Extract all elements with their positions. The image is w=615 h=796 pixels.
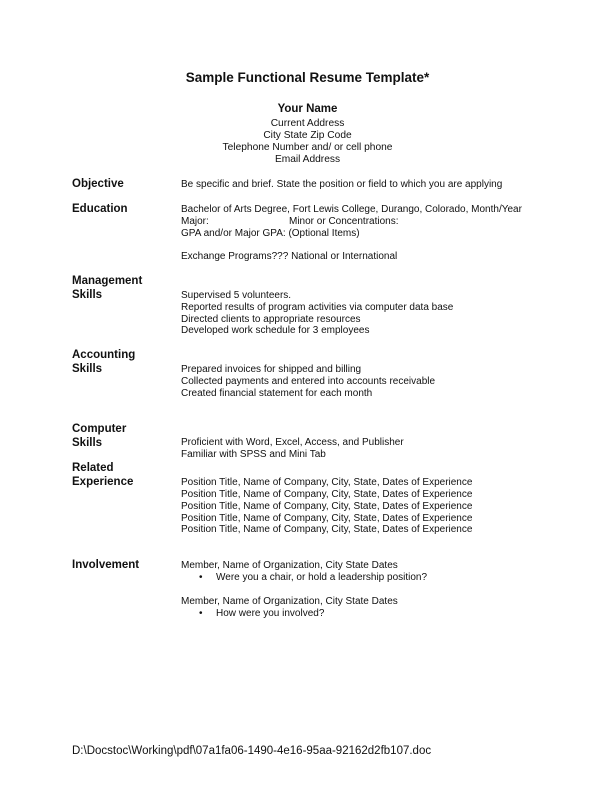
computer-heading: Computer <box>72 423 127 435</box>
experience-item: Position Title, Name of Company, City, State, Dates of Experience <box>181 489 473 500</box>
education-exchange: Exchange Programs??? National or International <box>181 251 398 262</box>
header-city: City State Zip Code <box>263 130 352 141</box>
management-heading-skills: Skills <box>72 289 103 301</box>
header-email: Email Address <box>274 154 341 165</box>
management-heading: Management <box>72 275 143 287</box>
education-major: Major: <box>181 216 209 227</box>
experience-item: Position Title, Name of Company, City, State, Dates of Experience <box>181 477 473 488</box>
objective-heading: Objective <box>72 178 124 190</box>
header-name: Your Name <box>277 103 338 115</box>
accounting-item: Prepared invoices for shipped and billing <box>181 364 362 375</box>
bullet-dot-icon: • <box>199 608 203 619</box>
involvement-bullet-text: How were you involved? <box>216 608 325 619</box>
experience-heading-experience: Experience <box>72 476 134 488</box>
management-item: Developed work schedule for 3 employees <box>181 325 370 336</box>
education-gpa: GPA and/or Major GPA: (Optional Items) <box>181 228 360 239</box>
header-address: Current Address <box>270 118 345 129</box>
management-item: Directed clients to appropriate resources <box>181 314 361 325</box>
education-degree: Bachelor of Arts Degree, Fort Lewis College, Durango, Colorado, Month/Year <box>181 204 522 215</box>
accounting-item: Collected payments and entered into accounts receivable <box>181 376 436 387</box>
involvement-bullet <box>199 572 427 584</box>
footer-file-path: D:\Docstoc\Working\pdf\07a1fa06-1490-4e16-95aa-92162d2fb107.doc <box>72 745 432 757</box>
bullet-dot-icon: • <box>199 572 203 583</box>
experience-item: Position Title, Name of Company, City, State, Dates of Experience <box>181 501 473 512</box>
involvement-entry: Member, Name of Organization, City State Dates <box>181 560 398 571</box>
experience-item: Position Title, Name of Company, City, State, Dates of Experience <box>181 513 473 524</box>
computer-heading-skills: Skills <box>72 437 103 449</box>
accounting-item: Created financial statement for each month <box>181 388 373 399</box>
objective-text: Be specific and brief. State the position or field to which you are applying <box>181 179 503 190</box>
experience-heading: Related <box>72 462 114 474</box>
involvement-bullet <box>199 608 324 620</box>
education-heading: Education <box>72 203 128 215</box>
experience-item: Position Title, Name of Company, City, State, Dates of Experience <box>181 524 473 535</box>
header-phone: Telephone Number and/ or cell phone <box>222 142 393 153</box>
involvement-heading: Involvement <box>72 559 140 571</box>
management-item: Supervised 5 volunteers. <box>181 290 292 301</box>
accounting-heading-skills: Skills <box>72 363 103 375</box>
computer-item: Proficient with Word, Excel, Access, and Publisher <box>181 437 404 448</box>
involvement-bullet-text: Were you a chair, or hold a leadership position? <box>216 572 428 583</box>
management-item: Reported results of program activities via computer data base <box>181 302 454 313</box>
computer-item: Familiar with SPSS and Mini Tab <box>181 449 326 460</box>
document-title: Sample Functional Resume Template* <box>185 70 430 85</box>
involvement-entry: Member, Name of Organization, City State Dates <box>181 596 398 607</box>
accounting-heading: Accounting <box>72 349 136 361</box>
education-minor: Minor or Concentrations: <box>289 216 399 227</box>
